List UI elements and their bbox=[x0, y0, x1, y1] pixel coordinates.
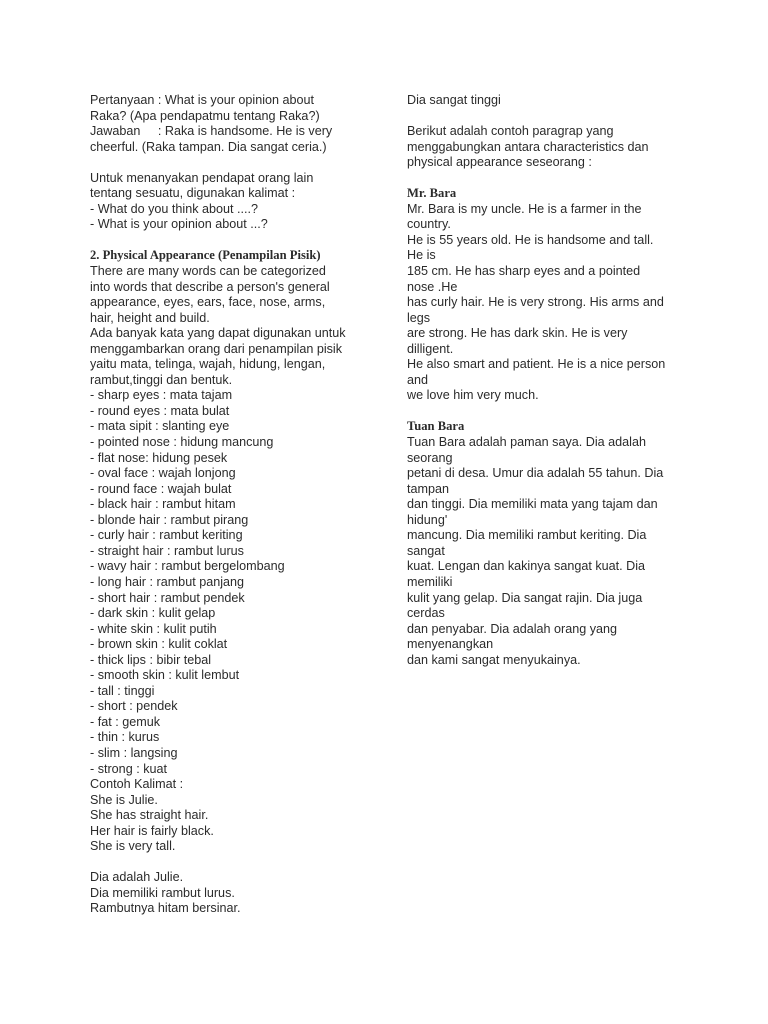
text-line: - short : pendek bbox=[90, 699, 178, 714]
text-line: - thin : kurus bbox=[90, 730, 160, 745]
heading-mr-bara: Mr. Bara bbox=[407, 186, 457, 201]
text-line: rambut,tinggi dan bentuk. bbox=[90, 372, 233, 387]
text-line: appearance, eyes, ears, face, nose, arms, bbox=[90, 295, 326, 310]
text-line: hidung' bbox=[407, 512, 448, 527]
text-line: - fat : gemuk bbox=[90, 714, 160, 729]
top-block bbox=[407, 93, 682, 109]
text-line: - slim : langsing bbox=[90, 745, 178, 760]
spacer bbox=[407, 171, 682, 187]
text-line: we love him very much. bbox=[407, 388, 539, 403]
vocab-list bbox=[90, 388, 352, 777]
text-line: cheerful. (Raka tampan. Dia sangat ceria.) bbox=[90, 139, 327, 154]
text-line: country. bbox=[407, 217, 451, 232]
text-line: menggabungkan antara characteristics dan bbox=[407, 139, 649, 154]
text-line: 185 cm. He has sharp eyes and a pointed bbox=[407, 264, 641, 279]
text-line: kuat. Lengan dan kakinya sangat kuat. Dia bbox=[407, 559, 646, 574]
text-line: There are many words can be categorized bbox=[90, 264, 326, 279]
right-intro-block bbox=[407, 124, 682, 171]
text-line: Dia sangat tinggi bbox=[407, 93, 501, 107]
text-line: Jawaban : Raka is handsome. He is very bbox=[90, 124, 333, 139]
text-line: memiliki bbox=[407, 574, 453, 589]
spacer bbox=[90, 855, 352, 871]
text-line: sangat bbox=[407, 543, 445, 558]
text-line: - brown skin : kulit coklat bbox=[90, 637, 228, 652]
text-line: and bbox=[407, 372, 429, 387]
text-line: Raka? (Apa pendapatmu tentang Raka?) bbox=[90, 108, 320, 123]
text-line: has curly hair. He is very strong. His arms and bbox=[407, 295, 664, 310]
spacer bbox=[407, 404, 682, 420]
text-line: Her hair is fairly black. bbox=[90, 823, 214, 838]
text-line: dan tinggi. Dia memiliki mata yang tajam dan bbox=[407, 497, 658, 512]
text-line: She has straight hair. bbox=[90, 808, 209, 823]
right-column bbox=[407, 93, 682, 668]
text-line: He is bbox=[407, 248, 436, 263]
text-line: nose .He bbox=[407, 279, 458, 294]
heading-tuan-bara: Tuan Bara bbox=[407, 419, 465, 434]
text-line: hair, height and build. bbox=[90, 310, 210, 325]
opinion-block bbox=[90, 171, 352, 233]
text-line: are strong. He has dark skin. He is very bbox=[407, 326, 628, 341]
text-line: - pointed nose : hidung mancung bbox=[90, 435, 274, 450]
text-line: Pertanyaan : What is your opinion about bbox=[90, 93, 315, 107]
text-line: He is 55 years old. He is handsome and tall. bbox=[407, 232, 654, 247]
text-line: physical appearance seseorang : bbox=[407, 155, 592, 170]
text-line: Mr. Bara is my uncle. He is a farmer in the bbox=[407, 201, 642, 216]
text-line: yaitu mata, telinga, wajah, hidung, lengan, bbox=[90, 357, 326, 372]
text-line: - strong : kuat bbox=[90, 761, 167, 776]
text-line: - blonde hair : rambut pirang bbox=[90, 512, 249, 527]
text-line: Ada banyak kata yang dapat digunakan untuk bbox=[90, 326, 346, 341]
text-line: - oval face : wajah lonjong bbox=[90, 466, 236, 481]
text-line: tentang sesuatu, digunakan kalimat : bbox=[90, 186, 296, 201]
text-line: kulit yang gelap. Dia sangat rajin. Dia juga bbox=[407, 590, 643, 605]
text-line: - short hair : rambut pendek bbox=[90, 590, 245, 605]
text-line: legs bbox=[407, 310, 431, 325]
spacer bbox=[407, 109, 682, 125]
text-line: dilligent. bbox=[407, 341, 454, 356]
text-line: Tuan Bara adalah paman saya. Dia adalah bbox=[407, 435, 646, 450]
text-line: He also smart and patient. He is a nice person bbox=[407, 357, 666, 372]
text-line: - long hair : rambut panjang bbox=[90, 574, 245, 589]
text-line: Dia adalah Julie. bbox=[90, 870, 184, 885]
example-block bbox=[90, 777, 352, 855]
text-line: - What is your opinion about ...? bbox=[90, 217, 268, 232]
text-line: petani di desa. Umur dia adalah 55 tahun. Dia bbox=[407, 466, 664, 481]
left-column bbox=[90, 93, 352, 917]
text-line: - thick lips : bibir tebal bbox=[90, 652, 212, 667]
text-line: Untuk menanyakan pendapat orang lain bbox=[90, 170, 314, 185]
text-line: - sharp eyes : mata tajam bbox=[90, 388, 233, 403]
spacer bbox=[90, 233, 352, 249]
text-line: - white skin : kulit putih bbox=[90, 621, 217, 636]
text-line: - tall : tinggi bbox=[90, 683, 155, 698]
paragraph-tuan-bara bbox=[407, 435, 682, 668]
text-line: - mata sipit : slanting eye bbox=[90, 419, 230, 434]
section-text-block bbox=[90, 264, 352, 388]
text-line: - round face : wajah bulat bbox=[90, 481, 232, 496]
text-line: She is very tall. bbox=[90, 839, 176, 854]
text-line: - wavy hair : rambut bergelombang bbox=[90, 559, 285, 574]
text-line: into words that describe a person's general bbox=[90, 279, 330, 294]
section-heading-physical-appearance: 2. Physical Appearance (Penampilan Pisik) bbox=[90, 248, 321, 263]
paragraph-mr-bara bbox=[407, 202, 682, 404]
example-id-block bbox=[90, 870, 352, 917]
intro-block bbox=[90, 93, 352, 155]
text-line: - curly hair : rambut keriting bbox=[90, 528, 243, 543]
text-line: Contoh Kalimat : bbox=[90, 777, 184, 792]
text-line: - round eyes : mata bulat bbox=[90, 403, 230, 418]
text-line: - What do you think about ....? bbox=[90, 201, 259, 216]
text-line: menggambarkan orang dari penampilan pisik bbox=[90, 341, 343, 356]
text-line: - black hair : rambut hitam bbox=[90, 497, 236, 512]
text-line: She is Julie. bbox=[90, 792, 158, 807]
text-line: dan kami sangat menyukainya. bbox=[407, 652, 581, 667]
text-line: Rambutnya hitam bersinar. bbox=[90, 901, 241, 916]
text-line: - straight hair : rambut lurus bbox=[90, 543, 244, 558]
text-line: mancung. Dia memiliki rambut keriting. Dia bbox=[407, 528, 647, 543]
text-line: menyenangkan bbox=[407, 637, 494, 652]
text-line: Dia memiliki rambut lurus. bbox=[90, 885, 235, 900]
spacer bbox=[90, 155, 352, 171]
text-line: Berikut adalah contoh paragrap yang bbox=[407, 124, 614, 139]
text-line: tampan bbox=[407, 481, 450, 496]
text-line: seorang bbox=[407, 450, 453, 465]
text-line: - flat nose: hidung pesek bbox=[90, 450, 228, 465]
text-line: - dark skin : kulit gelap bbox=[90, 606, 216, 621]
text-line: dan penyabar. Dia adalah orang yang bbox=[407, 621, 618, 636]
text-line: cerdas bbox=[407, 606, 445, 621]
text-line: - smooth skin : kulit lembut bbox=[90, 668, 240, 683]
